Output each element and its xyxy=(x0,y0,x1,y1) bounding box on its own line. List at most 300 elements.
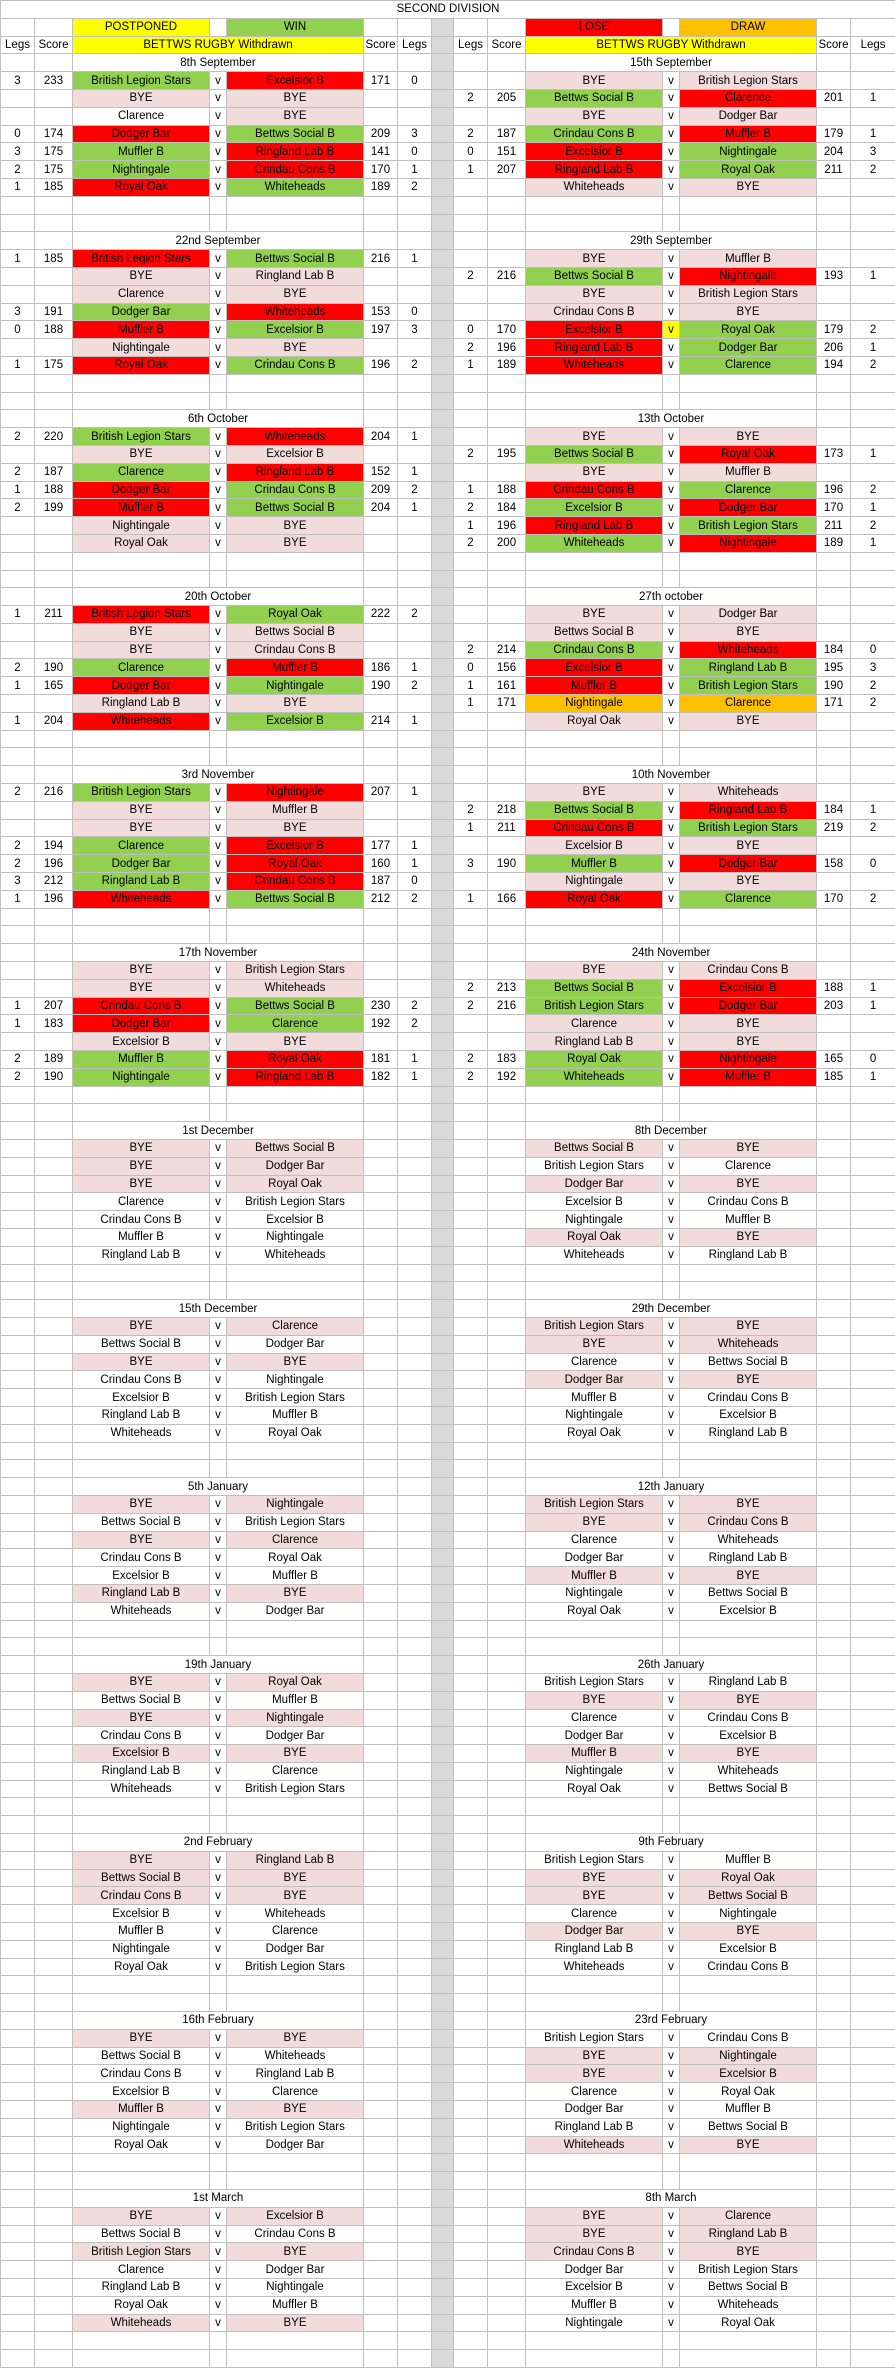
left-home-legs xyxy=(1,107,35,125)
right-away-legs xyxy=(851,1317,895,1335)
right-versus: v xyxy=(663,837,680,855)
left-away-team: BYE xyxy=(227,89,364,107)
empty-cell xyxy=(663,1798,680,1816)
right-home-team: BYE xyxy=(526,1691,663,1709)
divider-cell xyxy=(432,1140,454,1158)
left-away-legs xyxy=(398,1923,432,1941)
divider-cell xyxy=(432,517,454,535)
right-versus: v xyxy=(663,819,680,837)
match-row xyxy=(1,873,895,891)
right-away-score xyxy=(817,72,851,90)
match-row xyxy=(1,143,895,161)
left-home-team: BYE xyxy=(73,1495,210,1513)
left-versus: v xyxy=(210,1762,227,1780)
right-home-score xyxy=(488,1353,526,1371)
divider-cell xyxy=(432,2101,454,2119)
empty-cell xyxy=(73,1638,210,1656)
right-away-score xyxy=(817,1246,851,1264)
left-home-legs xyxy=(1,1317,35,1335)
match-row xyxy=(1,1958,895,1976)
left-home-legs xyxy=(1,1549,35,1567)
divider-cell xyxy=(432,214,454,232)
left-away-team: Nightingale xyxy=(227,1709,364,1727)
right-home-score xyxy=(488,1424,526,1442)
match-row xyxy=(1,89,895,107)
empty-cell xyxy=(364,552,398,570)
right-away-score: 201 xyxy=(817,89,851,107)
empty-cell xyxy=(35,232,73,250)
empty-cell xyxy=(227,1460,364,1478)
empty-cell xyxy=(526,730,663,748)
round-date-left: 8th September xyxy=(73,54,364,72)
left-away-score xyxy=(364,1211,398,1229)
right-home-score xyxy=(488,1193,526,1211)
left-home-team: Muffler B xyxy=(73,1228,210,1246)
empty-cell xyxy=(35,748,73,766)
empty-cell xyxy=(35,1478,73,1496)
empty-cell xyxy=(398,1264,432,1282)
empty-cell xyxy=(35,944,73,962)
left-home-score: 190 xyxy=(35,659,73,677)
right-home-legs xyxy=(454,1584,488,1602)
divider-cell xyxy=(432,1673,454,1691)
divider-cell xyxy=(432,2083,454,2101)
empty-cell xyxy=(851,214,895,232)
left-home-score: 196 xyxy=(35,855,73,873)
left-versus: v xyxy=(210,1905,227,1923)
left-away-score: 170 xyxy=(364,161,398,179)
right-away-score xyxy=(817,873,851,891)
right-home-legs: 2 xyxy=(454,997,488,1015)
empty-cell xyxy=(851,1086,895,1104)
right-away-score xyxy=(817,1691,851,1709)
right-home-legs: 1 xyxy=(454,819,488,837)
left-away-score xyxy=(364,2279,398,2297)
empty-cell xyxy=(227,730,364,748)
left-away-score xyxy=(364,1549,398,1567)
empty-cell xyxy=(488,1976,526,1994)
left-away-team: Nightingale xyxy=(227,677,364,695)
left-versus: v xyxy=(210,1033,227,1051)
right-away-team: BYE xyxy=(680,1745,817,1763)
empty-cell xyxy=(817,730,851,748)
empty-cell xyxy=(35,392,73,410)
empty-cell xyxy=(364,730,398,748)
empty-cell xyxy=(454,1122,488,1140)
left-home-score xyxy=(35,1905,73,1923)
right-away-team: Excelsior B xyxy=(680,979,817,997)
right-away-legs xyxy=(851,1745,895,1763)
left-away-score: 152 xyxy=(364,463,398,481)
left-versus: v xyxy=(210,143,227,161)
left-away-legs xyxy=(398,2225,432,2243)
right-home-team: BYE xyxy=(526,784,663,802)
match-row xyxy=(1,1851,895,1869)
left-away-score xyxy=(364,1246,398,1264)
empty-cell xyxy=(526,1638,663,1656)
empty-cell xyxy=(227,374,364,392)
right-away-team: BYE xyxy=(680,1923,817,1941)
divider-cell xyxy=(432,801,454,819)
empty-cell xyxy=(1,1638,35,1656)
right-home-score: 190 xyxy=(488,855,526,873)
left-away-team: BYE xyxy=(227,1353,364,1371)
divider-cell xyxy=(432,54,454,72)
left-versus: v xyxy=(210,2101,227,2119)
divider-cell xyxy=(432,1905,454,1923)
left-away-legs: 1 xyxy=(398,855,432,873)
empty-cell xyxy=(488,1460,526,1478)
left-away-score xyxy=(364,1923,398,1941)
left-home-legs xyxy=(1,2261,35,2279)
left-away-legs: 1 xyxy=(398,499,432,517)
left-home-legs xyxy=(1,2118,35,2136)
empty-cell xyxy=(454,410,488,428)
right-home-score xyxy=(488,1371,526,1389)
empty-cell xyxy=(488,410,526,428)
match-row xyxy=(1,1068,895,1086)
left-away-legs xyxy=(398,1246,432,1264)
left-home-legs xyxy=(1,2314,35,2332)
right-versus: v xyxy=(663,161,680,179)
left-versus: v xyxy=(210,1584,227,1602)
right-home-legs xyxy=(454,1958,488,1976)
right-home-score xyxy=(488,303,526,321)
right-home-score: 207 xyxy=(488,161,526,179)
left-home-team: Excelsior B xyxy=(73,1389,210,1407)
empty-cell xyxy=(73,1976,210,1994)
right-away-score xyxy=(817,1424,851,1442)
right-away-team: BYE xyxy=(680,1175,817,1193)
match-row xyxy=(1,250,895,268)
right-away-legs xyxy=(851,428,895,446)
divider-cell xyxy=(432,766,454,784)
left-away-team: Royal Oak xyxy=(227,855,364,873)
round-date-row xyxy=(1,232,895,250)
left-home-score xyxy=(35,819,73,837)
left-away-team: Excelsior B xyxy=(227,837,364,855)
empty-cell xyxy=(227,570,364,588)
right-away-team: Clarence xyxy=(680,89,817,107)
left-home-legs: 1 xyxy=(1,997,35,1015)
right-away-legs xyxy=(851,2314,895,2332)
empty-cell xyxy=(73,1282,210,1300)
right-away-score xyxy=(817,2029,851,2047)
empty-cell xyxy=(526,1264,663,1282)
right-away-score xyxy=(817,1353,851,1371)
left-away-score xyxy=(364,1567,398,1585)
left-away-legs xyxy=(398,2029,432,2047)
divider-cell xyxy=(432,997,454,1015)
left-away-legs xyxy=(398,641,432,659)
empty-cell xyxy=(454,588,488,606)
left-home-legs xyxy=(1,1033,35,1051)
match-row xyxy=(1,2047,895,2065)
left-home-team: Muffler B xyxy=(73,1923,210,1941)
right-away-legs xyxy=(851,837,895,855)
right-away-legs xyxy=(851,107,895,125)
left-home-team: BYE xyxy=(73,801,210,819)
right-away-legs: 1 xyxy=(851,89,895,107)
left-away-score xyxy=(364,267,398,285)
right-home-team: British Legion Stars xyxy=(526,1157,663,1175)
right-away-legs xyxy=(851,784,895,802)
left-home-legs xyxy=(1,1709,35,1727)
right-away-team: Ringland Lab B xyxy=(680,1673,817,1691)
right-away-legs xyxy=(851,1157,895,1175)
left-home-team: Nightingale xyxy=(73,1068,210,1086)
divider-cell xyxy=(432,1442,454,1460)
right-home-team: BYE xyxy=(526,1887,663,1905)
match-row xyxy=(1,1389,895,1407)
left-home-team: BYE xyxy=(73,1140,210,1158)
divider-cell xyxy=(432,606,454,624)
empty-cell xyxy=(454,2012,488,2030)
left-away-team: Clarence xyxy=(227,1317,364,1335)
left-away-team: British Legion Stars xyxy=(227,1513,364,1531)
round-date-right: 10th November xyxy=(526,766,817,784)
left-away-legs xyxy=(398,695,432,713)
right-away-legs xyxy=(851,1193,895,1211)
right-away-team: British Legion Stars xyxy=(680,677,817,695)
left-away-score xyxy=(364,2261,398,2279)
empty-cell xyxy=(851,2172,895,2190)
right-home-score xyxy=(488,1246,526,1264)
empty-cell xyxy=(1,2190,35,2208)
empty-cell xyxy=(817,1282,851,1300)
left-home-score xyxy=(35,285,73,303)
left-home-legs: 3 xyxy=(1,143,35,161)
right-versus: v xyxy=(663,2083,680,2101)
left-away-legs xyxy=(398,1033,432,1051)
left-home-legs xyxy=(1,1940,35,1958)
right-away-score: 194 xyxy=(817,356,851,374)
left-away-team: Bettws Social B xyxy=(227,250,364,268)
empty-cell xyxy=(35,730,73,748)
right-away-score: 173 xyxy=(817,445,851,463)
left-home-team: Bettws Social B xyxy=(73,1335,210,1353)
empty-cell xyxy=(227,1442,364,1460)
left-versus: v xyxy=(210,2136,227,2154)
right-home-team: Nightingale xyxy=(526,1211,663,1229)
left-away-score xyxy=(364,1193,398,1211)
left-away-score: 186 xyxy=(364,659,398,677)
empty-cell xyxy=(398,410,432,428)
left-home-team: Excelsior B xyxy=(73,2083,210,2101)
left-home-legs xyxy=(1,517,35,535)
left-away-legs: 1 xyxy=(398,1068,432,1086)
right-away-team: BYE xyxy=(680,1567,817,1585)
empty-cell xyxy=(1,1282,35,1300)
left-away-legs xyxy=(398,819,432,837)
left-home-team: Muffler B xyxy=(73,321,210,339)
left-home-score: 196 xyxy=(35,890,73,908)
left-home-legs xyxy=(1,1869,35,1887)
left-home-legs: 1 xyxy=(1,890,35,908)
right-home-score xyxy=(488,784,526,802)
empty-cell xyxy=(398,1282,432,1300)
spacer-row xyxy=(1,1086,895,1104)
match-row xyxy=(1,481,895,499)
right-away-score xyxy=(817,1851,851,1869)
empty-cell xyxy=(680,730,817,748)
right-home-team: Royal Oak xyxy=(526,1780,663,1798)
left-home-score: 207 xyxy=(35,997,73,1015)
left-home-legs xyxy=(1,2296,35,2314)
match-row xyxy=(1,1549,895,1567)
right-home-team: Excelsior B xyxy=(526,659,663,677)
left-versus: v xyxy=(210,499,227,517)
right-away-legs xyxy=(851,2029,895,2047)
divider-cell xyxy=(432,2261,454,2279)
right-home-legs xyxy=(454,2101,488,2119)
match-row xyxy=(1,321,895,339)
empty-cell xyxy=(1,54,35,72)
empty-cell xyxy=(73,1104,210,1122)
right-home-legs xyxy=(454,1353,488,1371)
right-away-team: Nightingale xyxy=(680,2047,817,2065)
left-home-score xyxy=(35,267,73,285)
right-away-team: Whiteheads xyxy=(680,1531,817,1549)
right-home-score: 170 xyxy=(488,321,526,339)
right-home-team: Nightingale xyxy=(526,1406,663,1424)
empty-cell xyxy=(35,1086,73,1104)
left-home-legs xyxy=(1,2029,35,2047)
left-versus: v xyxy=(210,161,227,179)
left-home-score xyxy=(35,2029,73,2047)
right-home-score xyxy=(488,2279,526,2297)
right-home-score xyxy=(488,1140,526,1158)
right-away-team: BYE xyxy=(680,1140,817,1158)
left-versus: v xyxy=(210,428,227,446)
empty-cell xyxy=(663,2172,680,2190)
match-row xyxy=(1,1193,895,1211)
right-home-legs: 2 xyxy=(454,534,488,552)
empty-cell xyxy=(454,392,488,410)
divider-cell xyxy=(432,2314,454,2332)
left-home-legs xyxy=(1,89,35,107)
empty-cell xyxy=(817,196,851,214)
empty-cell xyxy=(398,1442,432,1460)
left-home-team: Excelsior B xyxy=(73,1567,210,1585)
left-away-score xyxy=(364,1940,398,1958)
left-home-team: Royal Oak xyxy=(73,356,210,374)
left-home-score xyxy=(35,339,73,357)
empty-cell xyxy=(1,1816,35,1834)
empty-cell xyxy=(454,1104,488,1122)
left-home-team: Nightingale xyxy=(73,1940,210,1958)
left-home-team: Excelsior B xyxy=(73,1033,210,1051)
left-away-score xyxy=(364,1157,398,1175)
right-home-score xyxy=(488,1495,526,1513)
left-versus: v xyxy=(210,250,227,268)
empty-cell xyxy=(35,410,73,428)
empty-cell xyxy=(817,1620,851,1638)
empty-cell xyxy=(851,730,895,748)
round-date-left: 5th January xyxy=(73,1478,364,1496)
divider-cell xyxy=(432,143,454,161)
round-date-row xyxy=(1,1300,895,1318)
left-away-team: BYE xyxy=(227,2101,364,2119)
empty-cell xyxy=(210,1460,227,1478)
match-row xyxy=(1,837,895,855)
left-home-team: BYE xyxy=(73,2207,210,2225)
left-home-score xyxy=(35,1673,73,1691)
right-home-team: Muffler B xyxy=(526,677,663,695)
empty-cell xyxy=(227,908,364,926)
divider-cell xyxy=(432,1923,454,1941)
empty-cell xyxy=(454,908,488,926)
right-home-legs xyxy=(454,1015,488,1033)
left-away-legs xyxy=(398,2136,432,2154)
empty-cell xyxy=(364,1264,398,1282)
empty-cell xyxy=(454,1300,488,1318)
divider-cell xyxy=(432,2207,454,2225)
right-home-team: Nightingale xyxy=(526,873,663,891)
right-away-score xyxy=(817,1709,851,1727)
right-away-score xyxy=(817,1923,851,1941)
left-home-legs xyxy=(1,1691,35,1709)
left-home-team: British Legion Stars xyxy=(73,428,210,446)
right-away-score: 184 xyxy=(817,641,851,659)
left-away-team: Bettws Social B xyxy=(227,1140,364,1158)
empty-cell xyxy=(488,926,526,944)
left-home-score xyxy=(35,623,73,641)
right-home-score xyxy=(488,1033,526,1051)
divider-cell xyxy=(432,588,454,606)
right-home-legs xyxy=(454,606,488,624)
empty-cell xyxy=(680,908,817,926)
empty-cell xyxy=(210,374,227,392)
right-away-legs xyxy=(851,1869,895,1887)
left-home-legs: 3 xyxy=(1,72,35,90)
right-home-score: 200 xyxy=(488,534,526,552)
left-home-score: 204 xyxy=(35,712,73,730)
left-away-legs xyxy=(398,1673,432,1691)
round-date-left: 6th October xyxy=(73,410,364,428)
left-versus: v xyxy=(210,303,227,321)
divider-cell xyxy=(432,1104,454,1122)
right-home-legs xyxy=(454,178,488,196)
empty-cell xyxy=(526,570,663,588)
right-home-score xyxy=(488,2029,526,2047)
empty-cell xyxy=(1,196,35,214)
left-away-team: Clarence xyxy=(227,1015,364,1033)
withdrawn-note: BETTWS RUGBY Withdrawn xyxy=(73,36,364,54)
right-away-score: 189 xyxy=(817,534,851,552)
right-away-score xyxy=(817,1602,851,1620)
left-away-team: Ringland Lab B xyxy=(227,143,364,161)
left-away-score xyxy=(364,2101,398,2119)
right-away-score xyxy=(817,2225,851,2243)
left-home-team: Royal Oak xyxy=(73,1958,210,1976)
left-away-team: British Legion Stars xyxy=(227,1389,364,1407)
round-date-left: 17th November xyxy=(73,944,364,962)
left-home-legs xyxy=(1,819,35,837)
right-home-team: Bettws Social B xyxy=(526,979,663,997)
left-away-legs xyxy=(398,1513,432,1531)
empty-cell xyxy=(851,1834,895,1852)
divider-cell xyxy=(432,1228,454,1246)
left-away-legs: 1 xyxy=(398,784,432,802)
left-away-score xyxy=(364,517,398,535)
left-away-legs: 0 xyxy=(398,873,432,891)
empty-cell xyxy=(1,1460,35,1478)
right-away-score xyxy=(817,1193,851,1211)
empty-cell xyxy=(227,2332,364,2350)
divider-cell xyxy=(432,677,454,695)
left-away-score xyxy=(364,89,398,107)
